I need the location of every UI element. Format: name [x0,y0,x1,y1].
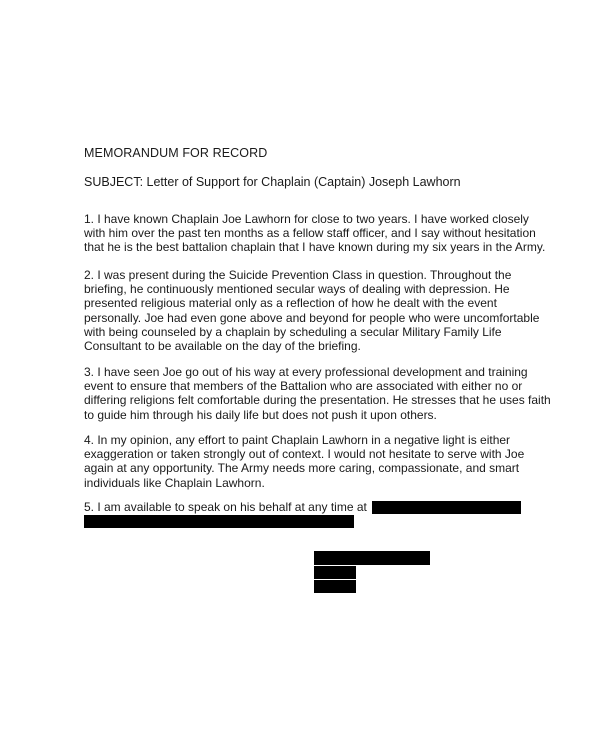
paragraph-line: 4. In my opinion, any effort to paint Chaplain Lawhorn in a negative light is either [84,433,511,447]
paragraph-2 [84,268,554,353]
paragraph-3 [84,365,554,422]
paragraph-line: with being counseled by a chaplain by scheduling a secular Military Family Life [84,324,502,339]
memo-heading: MEMORANDUM FOR RECORD [84,146,268,160]
paragraph-line: that he is the best battalion chaplain that I have known during my six years in the Army. [84,240,546,255]
signature-redaction-bar [314,566,356,579]
paragraph-line: 1. I have known Chaplain Joe Lawhorn for close to two years. I have worked closely [84,212,529,226]
paragraph-line: to guide him through his daily life but does not push it upon others. [84,407,437,422]
paragraph-line: 3. I have seen Joe go out of his way at every professional development and training [84,365,528,379]
paragraph-line: briefing, he continuously mentioned secular ways of dealing with depression. He [84,282,510,297]
paragraph-1 [84,212,554,255]
paragraph-line: 5. I am available to speak on his behalf at any time at [84,500,367,514]
paragraph-line: exaggeration or taken strongly out of context. I would not hesitate to serve with Joe [84,447,525,462]
paragraph-line: Consultant to be available on the day of the briefing. [84,339,361,354]
paragraph-line: differing religions felt comfortable during the presentation. He stresses that he uses faith [84,393,551,408]
signature-redaction-bar [314,551,430,565]
paragraph-line: with him over the past ten months as a fellow staff officer, and I say without hesitation [84,226,536,241]
redaction-bar [84,515,354,528]
paragraph-line: presented religious material only as a reflection of how he dealt with the event [84,296,497,311]
paragraph-line: individuals like Chaplain Lawhorn. [84,475,265,490]
paragraph-line: event to ensure that members of the Battalion who are associated with either no or [84,379,523,394]
signature-redaction-bar [314,580,356,593]
paragraph-line: 2. I was present during the Suicide Prevention Class in question. Throughout the [84,268,512,282]
paragraph-line: again at any opportunity. The Army needs more caring, compassionate, and smart [84,461,520,476]
paragraph-4 [84,433,554,490]
memo-subject: SUBJECT: Letter of Support for Chaplain (Captain) Joseph Lawhorn [84,175,461,189]
paragraph-line: personally. Joe had even gone above and beyond for people who were uncomfortable [84,310,540,325]
redaction-bar [372,501,521,514]
